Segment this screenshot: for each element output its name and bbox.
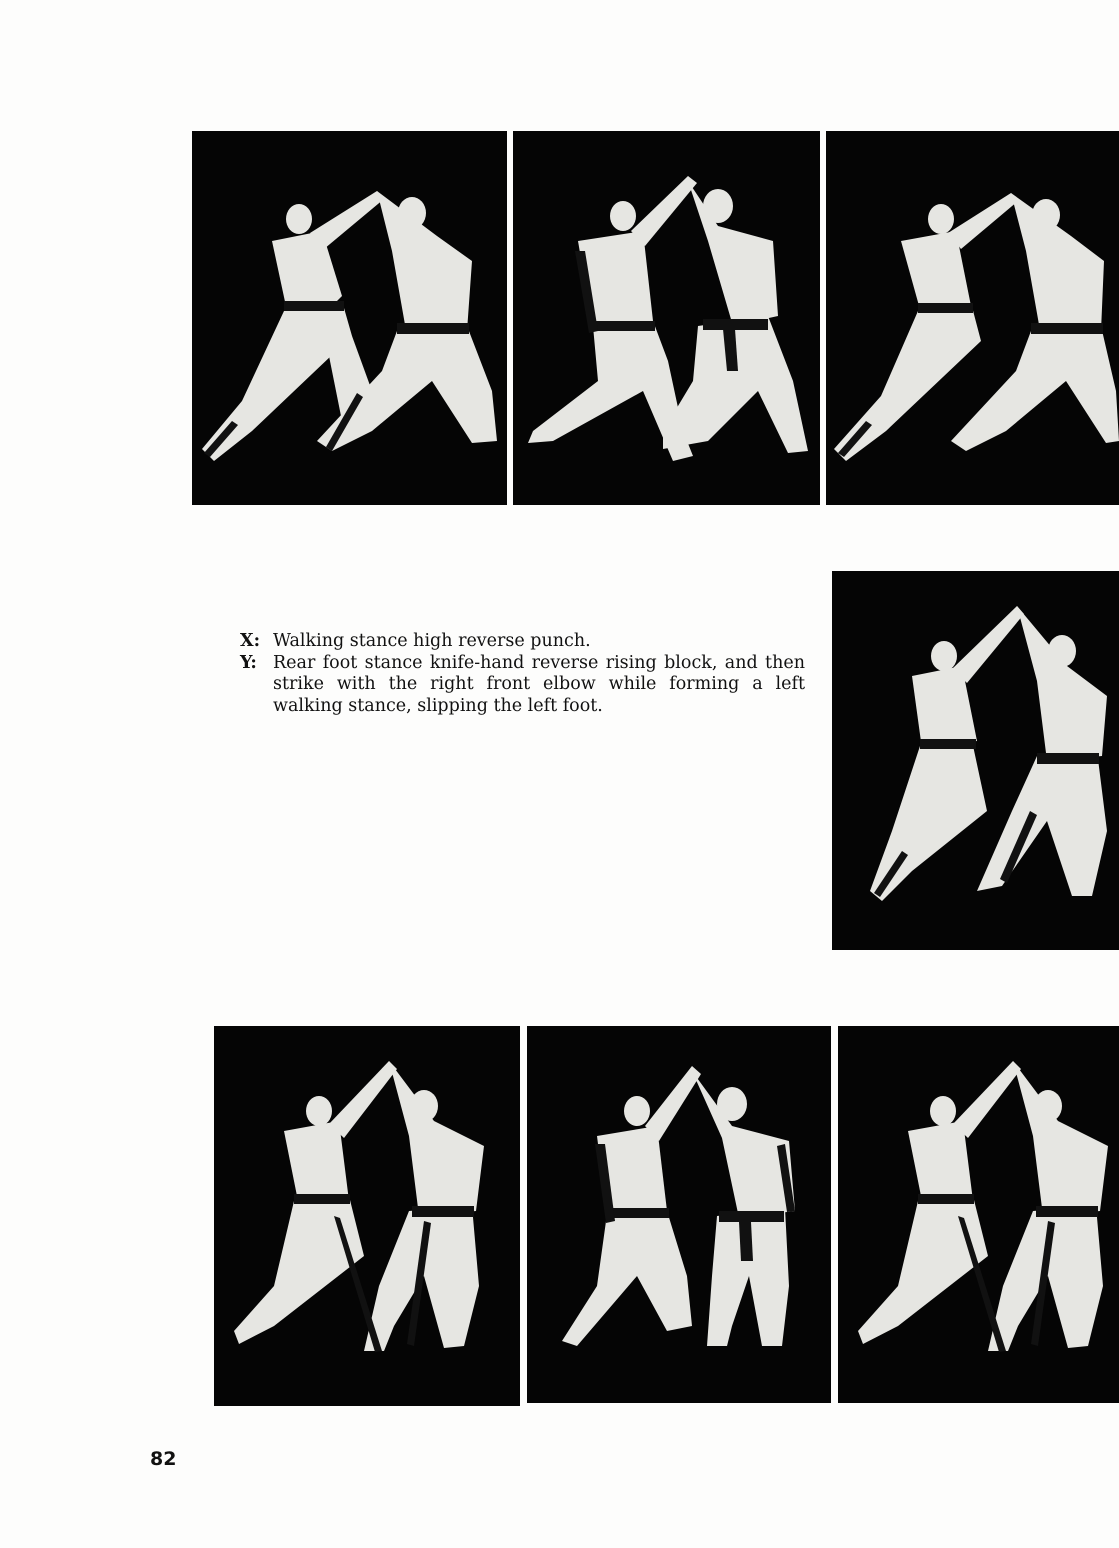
photo-1 [192, 131, 507, 505]
caption-text: Rear foot stance knife-hand reverse rising block, and then strike with the right front elbow while forming a left walking stance, slipping the left foot. [273, 652, 805, 716]
page-number: 82 [150, 1448, 177, 1470]
photo-6 [527, 1026, 831, 1403]
caption-y [240, 653, 805, 718]
caption-key: X: [240, 631, 261, 651]
caption-key: Y: [240, 652, 257, 673]
photo-4 [832, 571, 1119, 950]
photo-3 [826, 131, 1119, 505]
caption-text: Walking stance high reverse punch. [273, 631, 591, 651]
caption [240, 631, 805, 717]
caption-x [240, 631, 805, 653]
photo-5 [214, 1026, 520, 1406]
photo-2 [513, 131, 820, 505]
photo-7 [838, 1026, 1119, 1403]
